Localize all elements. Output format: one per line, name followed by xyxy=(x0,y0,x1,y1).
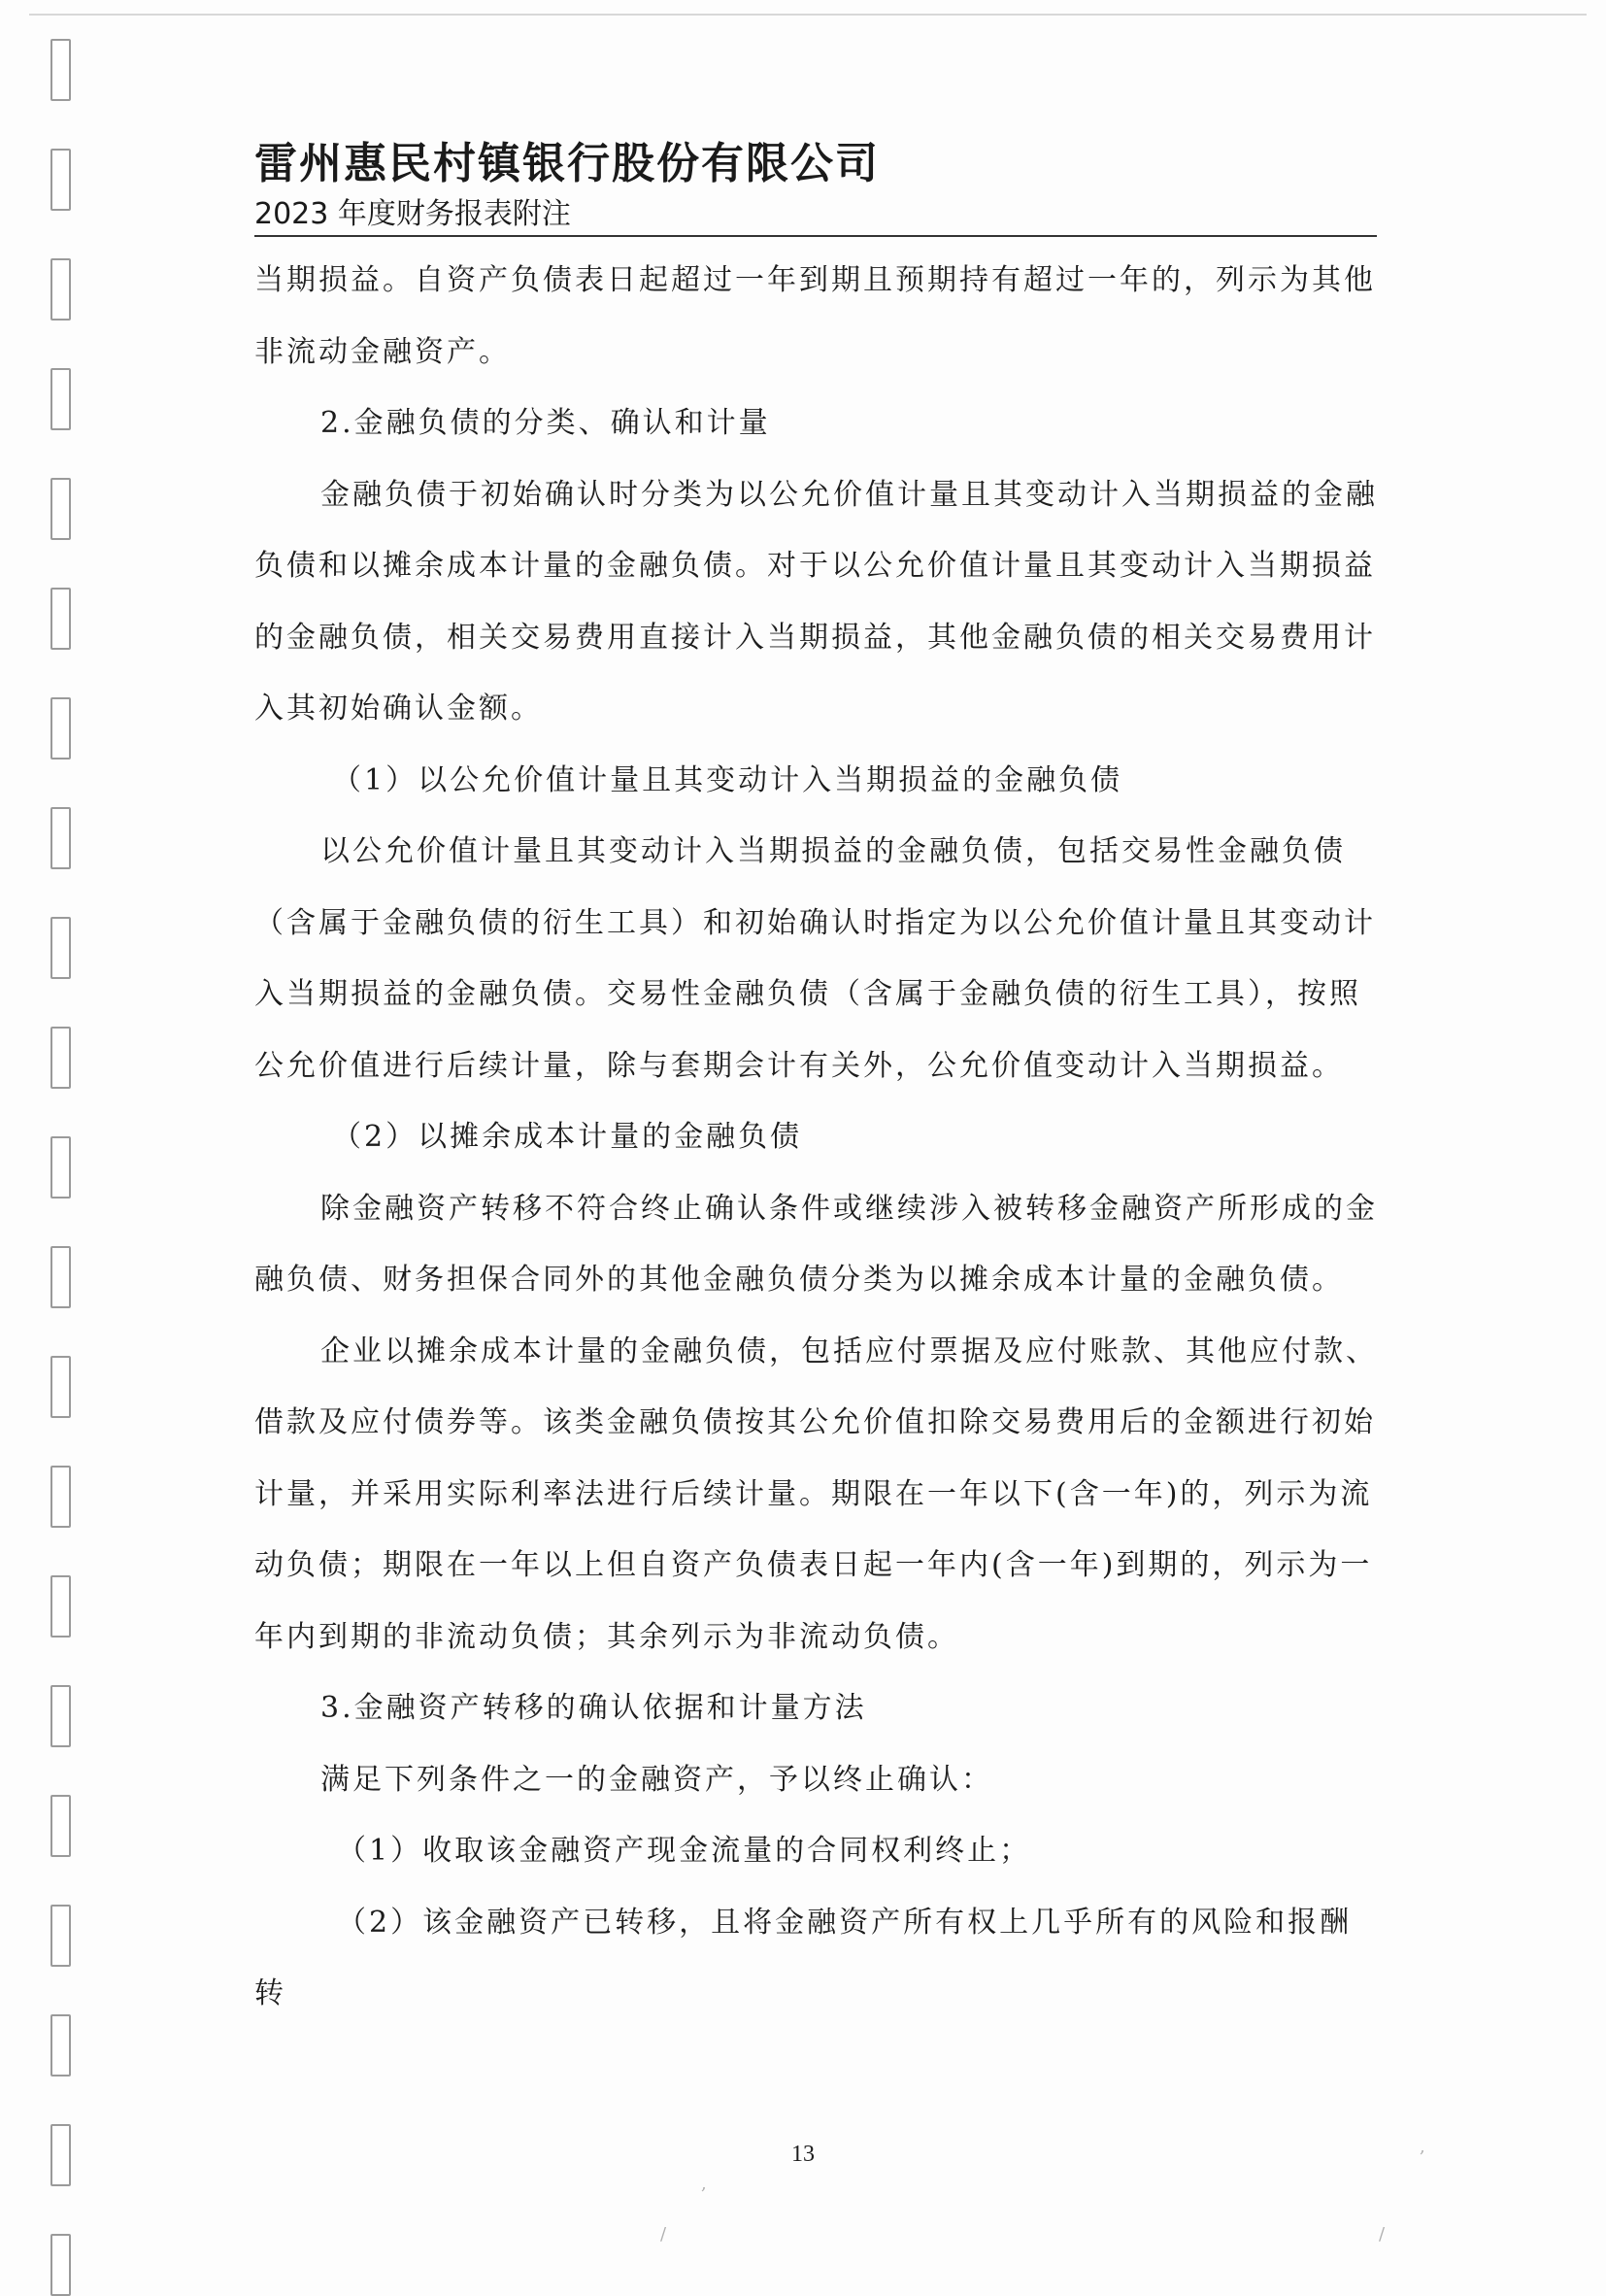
body-text xyxy=(254,245,1381,2030)
subsection-heading: （2）以摊余成本计量的金融负债 xyxy=(332,1120,803,1154)
binding-hole xyxy=(50,149,71,211)
scan-speck: , xyxy=(1420,2137,1425,2157)
binding-hole xyxy=(50,258,71,321)
paragraph: 企业以摊余成本计量的金融负债，包括应付票据及应付账款、其他应付款、借款及应付债券等。该类金融负债按其公允价值扣除交易费用后的金额进行初始计量，并采用实际利率法进行后续计量。期限在一年以下(含一年)的，列示为流动负债；期限在一年以上但自资产负债表日起一年内(含一年)到期的，列示为一年内到期的非流动负债；其余列示为非流动负债。 xyxy=(254,1334,1378,1654)
binding-hole xyxy=(50,1246,71,1308)
scan-top-edge xyxy=(29,14,1587,16)
binding-hole xyxy=(50,697,71,760)
binding-hole xyxy=(50,1575,71,1638)
subsection-heading: （1）以公允价值计量且其变动计入当期损益的金融负债 xyxy=(332,762,1123,797)
list-item: （2）该金融资产已转移，且将金融资产所有权上几乎所有的风险和报酬转 xyxy=(254,1905,1353,2010)
scan-speck: , xyxy=(701,2174,707,2194)
binding-hole xyxy=(50,2014,71,2077)
paragraph: 金融负债于初始确认时分类为以公允价值计量且其变动计入当期损益的金融负债和以摊余成本计量的金融负债。对于以公允价值计量且其变动计入当期损益的金融负债，相关交易费用直接计入当期损益，其他金融负债的相关交易费用计入其初始确认金额。 xyxy=(254,477,1378,726)
list-item: （1）收取该金融资产现金流量的合同权利终止； xyxy=(337,1834,1032,1868)
binding-hole xyxy=(50,478,71,540)
page-header xyxy=(254,136,1377,235)
report-title: 2023 年度财务报表附注 xyxy=(254,197,571,231)
binding-hole xyxy=(50,2234,71,2296)
binding-hole xyxy=(50,588,71,650)
binding-hole xyxy=(50,39,71,101)
binding-hole xyxy=(50,368,71,430)
binding-hole xyxy=(50,1466,71,1528)
binding-hole xyxy=(50,1795,71,1857)
binding-hole xyxy=(50,1905,71,1967)
paragraph: 除金融资产转移不符合终止确认条件或继续涉入被转移金融资产所形成的金融负债、财务担保合同外的其他金融负债分类为以摊余成本计量的金融负债。 xyxy=(254,1191,1378,1297)
paragraph: 满足下列条件之一的金融资产，予以终止确认： xyxy=(320,1762,993,1797)
binding-hole xyxy=(50,1685,71,1747)
paragraph: 当期损益。自资产负债表日起超过一年到期且预期持有超过一年的，列示为其他非流动金融资产。 xyxy=(254,263,1376,369)
binding-hole xyxy=(50,807,71,869)
binding-hole xyxy=(50,1136,71,1199)
scan-speck: / xyxy=(660,2224,667,2245)
binding-hole xyxy=(50,1027,71,1089)
page-number: 13 xyxy=(791,2142,815,2167)
binding-hole xyxy=(50,917,71,979)
binding-hole xyxy=(50,1356,71,1418)
section-heading: 2.金融负债的分类、确认和计量 xyxy=(320,406,771,440)
scan-speck: / xyxy=(1379,2224,1386,2245)
section-heading: 3.金融资产转移的确认依据和计量方法 xyxy=(320,1691,867,1725)
company-name: 雷州惠民村镇银行股份有限公司 xyxy=(254,139,880,188)
header-rule xyxy=(254,235,1377,237)
paragraph: 以公允价值计量且其变动计入当期损益的金融负债，包括交易性金融负债（含属于金融负债的衍生工具）和初始确认时指定为以公允价值计量且其变动计入当期损益的金融负债。交易性金融负债（含属于金融负债的衍生工具），按照公允价值进行后续计量，除与套期会计有关外，公允价值变动计入当期损益。 xyxy=(254,834,1376,1083)
